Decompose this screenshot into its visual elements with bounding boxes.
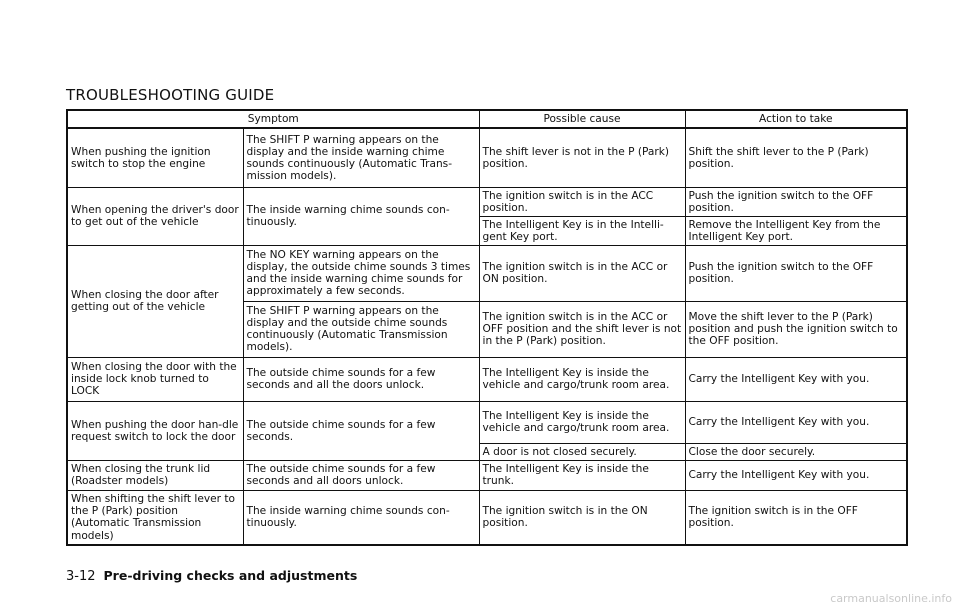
table-header-row [67,110,907,128]
page-number: 3-12 [66,569,96,584]
page-title: TROUBLESHOOTING GUIDE [66,86,275,104]
symptom-detail-cell: The SHIFT P warning appears on the display and the inside warning chime sounds continuously (Automatic Trans-mission models). [243,128,479,187]
symptom-cell: When opening the driver's door to get out of the vehicle [67,187,243,245]
troubleshooting-table [66,109,908,546]
action-cell: Push the ignition switch to the OFF position. [685,187,907,216]
symptom-cell: When closing the trunk lid (Roadster models) [67,460,243,490]
symptom-detail-cell: The inside warning chime sounds con-tinuously. [243,187,479,245]
cause-cell: The shift lever is not in the P (Park) position. [479,128,685,187]
table-row [67,245,907,301]
cause-cell: The Intelligent Key is inside the vehicle and cargo/trunk room area. [479,401,685,443]
symptom-cell: When closing the door with the inside lock knob turned to LOCK [67,357,243,401]
symptom-detail-cell: The NO KEY warning appears on the display, the outside chime sounds 3 times and the inside warning chime sounds for approximately a few seconds. [243,245,479,301]
symptom-detail-cell: The outside chime sounds for a few seconds and all the doors unlock. [243,357,479,401]
header-possible-cause: Possible cause [479,110,685,128]
action-cell: Push the ignition switch to the OFF position. [685,245,907,301]
cause-cell: The ignition switch is in the ACC position. [479,187,685,216]
action-cell: Carry the Intelligent Key with you. [685,357,907,401]
table-row [67,128,907,187]
symptom-detail-cell: The outside chime sounds for a few seconds. [243,401,479,460]
section-title: Pre-driving checks and adjustments [103,568,358,583]
header-action: Action to take [685,110,907,128]
watermark: carmanualsonline.info [830,592,952,605]
symptom-cell: When closing the door after getting out of the vehicle [67,245,243,357]
cause-cell: The ignition switch is in the ACC or ON position. [479,245,685,301]
table-row [67,460,907,490]
action-cell: Shift the shift lever to the P (Park) position. [685,128,907,187]
cause-cell: The Intelligent Key is inside the vehicle and cargo/trunk room area. [479,357,685,401]
action-cell: Carry the Intelligent Key with you. [685,460,907,490]
symptom-cell: When pushing the door han-dle request switch to lock the door [67,401,243,460]
action-cell: Close the door securely. [685,443,907,460]
action-cell: The ignition switch is in the OFF position. [685,490,907,545]
action-cell: Remove the Intelligent Key from the Intelligent Key port. [685,216,907,245]
table-row [67,187,907,216]
cause-cell: The ignition switch is in the ON position. [479,490,685,545]
symptom-detail-cell: The outside chime sounds for a few seconds and all doors unlock. [243,460,479,490]
symptom-detail-cell: The SHIFT P warning appears on the display and the outside chime sounds continuously (Automatic Transmission models). [243,301,479,357]
cause-cell: The Intelligent Key is in the Intelli-gent Key port. [479,216,685,245]
cause-cell: The ignition switch is in the ACC or OFF position and the shift lever is not in the P (Park) position. [479,301,685,357]
action-cell: Move the shift lever to the P (Park) position and push the ignition switch to the OFF position. [685,301,907,357]
symptom-detail-cell: The inside warning chime sounds con-tinuously. [243,490,479,545]
header-symptom: Symptom [67,110,479,128]
cause-cell: A door is not closed securely. [479,443,685,460]
symptom-cell: When shifting the shift lever to the P (Park) position (Automatic Transmission models) [67,490,243,545]
table-row [67,357,907,401]
table-row [67,490,907,545]
cause-cell: The Intelligent Key is inside the trunk. [479,460,685,490]
action-cell: Carry the Intelligent Key with you. [685,401,907,443]
page-footer [66,568,357,584]
table-row [67,401,907,443]
symptom-cell: When pushing the ignition switch to stop the engine [67,128,243,187]
